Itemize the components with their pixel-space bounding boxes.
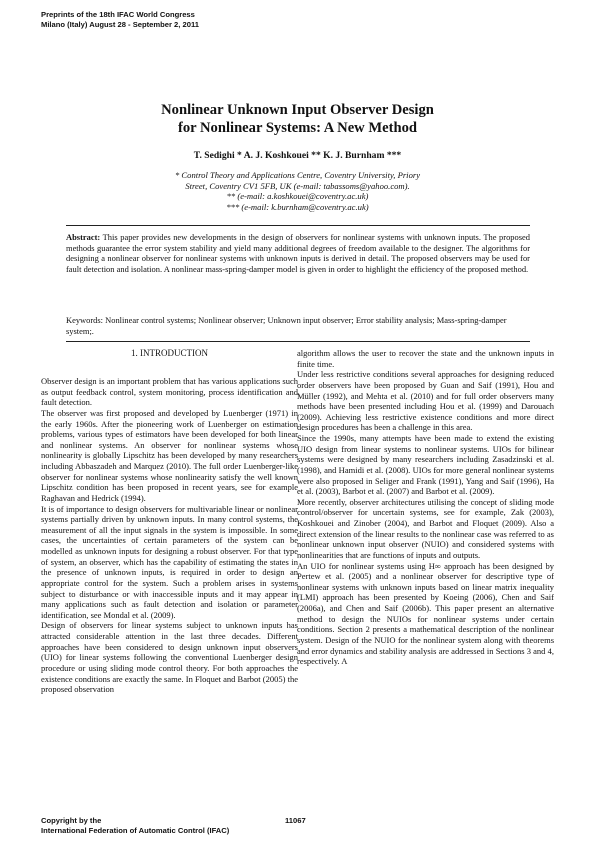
affiliation-line: *** (e-mail: k.burnham@coventry.ac.uk)	[226, 201, 369, 212]
paragraph: Since the 1990s, many attempts have been made to extend the existing UIO design from linear systems to nonlinear systems. UIOs for bilinear systems were designed by many researchers including Zasadzinski et al. (1998), and Hamidi et al. (2008). UIOs for more general nonlinear systems were also proposed in Seliger and Frank (1991), Yang and Saif (1996), Ha et al. (2003), Barbot et al. (2007) and Barbot et al. (2009).	[297, 433, 554, 497]
left-column	[41, 376, 298, 695]
page-number: 11067	[285, 816, 306, 825]
keywords-bottom-rule	[66, 341, 530, 342]
paragraph: Observer design is an important problem that has various applications such as output feedback control, system monitoring, process identification and fault detection.	[41, 376, 298, 408]
conference-header	[41, 10, 199, 29]
paragraph: Design of observers for linear systems subject to unknown inputs has attracted considerable attention in the last three decades. Different approaches have been considered to design unknown input observers (UIO) for linear systems following the conventional Luenberger design procedure or using sliding mode control theory. For both approaches the existence conditions are exactly the same. In Floquet and Barbot (2005) the proposed observation	[41, 620, 298, 695]
paragraph: The observer was first proposed and developed by Luenberger (1971) in the early 1960s. After the pioneering work of Luenberger on estimation problems, various types of estimators have been developed for both linear and nonlinear systems. An observer for nonlinear systems whose nonlinearity is globally Lipschitz has been developed by many researchers including Abbaszadeh and Marquez (2010). The full order Luenberger-like observer for nonlinear systems whose nonlinearity satisfy the well known Lipschitz condition has been proposed in recent years, see for example Raghavan and Hedrick (1994).	[41, 407, 298, 503]
affiliation-line: ** (e-mail: a.koshkouei@coventry.ac.uk)	[226, 191, 369, 201]
paper-title-line2: for Nonlinear Systems: A New Method	[177, 120, 418, 136]
paper-title-line1: Nonlinear Unknown Input Observer Design	[161, 102, 434, 118]
affiliations	[0, 170, 595, 212]
copyright-footer	[41, 816, 229, 835]
conference-header-line2: Milano (Italy) August 28 - September 2, 2011	[41, 19, 199, 29]
paper-title	[0, 101, 595, 137]
conference-header-line1: Preprints of the 18th IFAC World Congress	[41, 10, 195, 19]
copyright-line2: International Federation of Automatic Control (IFAC)	[41, 825, 230, 835]
paragraph: Under less restrictive conditions several approaches for designing reduced order observers have been proposed by Guan and Saif (1991), Hou and Müller (1992), and Mehta et al. (2010) and for full order observers many methods have been presented including Hou et al. (1999) and Darouach (2009). Achieving less restrictive existence conditions and more direct design procedures has been a challenge in this area.	[297, 369, 554, 433]
abstract-top-rule	[66, 225, 530, 226]
abstract-label: Abstract:	[66, 232, 101, 242]
affiliation-line: * Control Theory and Applications Centre, Coventry University, Priory	[174, 170, 421, 180]
paragraph: An UIO for nonlinear systems using H∞ approach has been designed by Pertew et al. (2005) and a nonlinear observer for descriptive type of nonlinear systems with unknown inputs based on linear matrix inequality (LMI) approach has been presented by Koeing (2006), Chen and Saif (2006a), and Chen and Saif (2006b). This paper present an alternative method to design the NUIOs for nonlinear systems under certain conditions. Section 2 presents a mathematical description of the nonlinear system. Design of the NUIO for the nonlinear system along with theorems and error dynamics and stability analysis are addressed in Sections 3 and 4, respectively. A	[297, 560, 554, 667]
section-heading: 1. INTRODUCTION	[131, 348, 208, 358]
right-column	[297, 348, 554, 667]
paragraph: More recently, observer architectures utilising the concept of sliding mode control/observer for uncertain systems, see for example, Zak (2003), Koshkouei and Zinober (2004), and Barbot and Floquet (2009). Also a direct extension of the linear results to the nonlinear case was referred to as nonlinear unknown input observer (NUIO) and considered systems with nonlinearities that are functions of inputs and outputs.	[297, 496, 554, 560]
paragraph: It is of importance to design observers for multivariable linear or nonlinear systems partially driven by unknown inputs. In many control systems, the measurement of all the input signals in the system is impossible. In some cases, the uncertainties of certain parameters of the system can be modelled as unknown inputs for designing a robust observer. For that type of system, an observer, which has the capability of estimating the states in the presence of unknown inputs, is required in order to design an appropriate control for the system. Such a problem arises in systems subject to disturbance or with inaccessible inputs and it may appear in many applications such as fault detection and isolation or parameter identification, see Mondal et al. (2009).	[41, 503, 298, 620]
abstract-text: This paper provides new developments in the design of observers for nonlinear systems with unknown inputs. The proposed methods guarantee the error system stability and yield many additional degrees of freedom available to the designer. The algorithms for designing a nonlinear observer for nonlinear systems with unknown inputs is derived in detail. The proposed observers may be used for fault detection and isolation. A nonlinear mass-spring-damper model is given in order to highlight the efficiency of the proposed method.	[66, 232, 530, 274]
author-list: T. Sedighi * A. J. Koshkouei ** K. J. Burnham ***	[193, 150, 402, 161]
affiliation-line: Street, Coventry CV1 5FB, UK (e-mail: tabassoms@yahoo.com).	[185, 180, 410, 191]
copyright-line1: Copyright by the	[41, 816, 102, 825]
paragraph: algorithm allows the user to recover the state and the unknown inputs in finite time.	[297, 348, 554, 369]
abstract	[66, 232, 530, 274]
keywords: Keywords: Nonlinear control systems; Nonlinear observer; Unknown input observer; Error stability analysis; Mass-spring-damper system;.	[66, 315, 507, 336]
